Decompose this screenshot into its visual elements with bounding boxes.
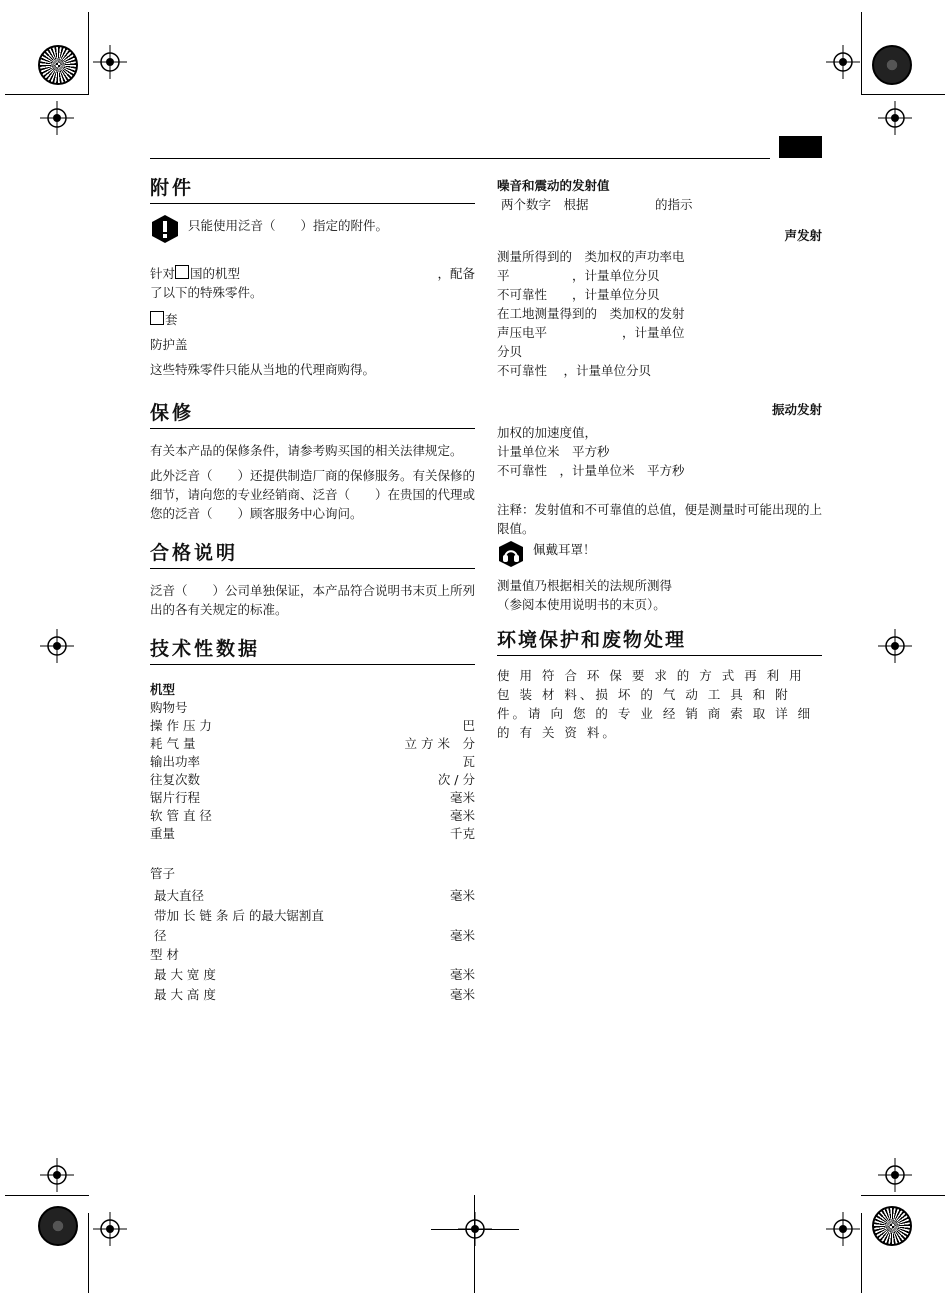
special-parts-equipped: ，配备 <box>437 266 475 281</box>
table-row: 最 大 高 度 毫米 <box>150 987 475 1002</box>
tech-table <box>150 699 475 1004</box>
ear-protection <box>497 540 822 568</box>
list-item: 不可靠性 ，计量单位分贝 <box>497 363 651 378</box>
list-item: 在工地测量得到的 类加权的发射 <box>497 306 685 321</box>
registration-mark-icon <box>93 1212 127 1246</box>
accessories-note-text: 只能使用泛音（ ）指定的附件。 <box>188 218 389 233</box>
list-item: 计量单位米 平方秒 <box>497 444 610 459</box>
tech-data-heading: 技术性数据 <box>150 637 475 665</box>
starburst-rosette-icon <box>872 1206 912 1246</box>
warning-exclamation-icon <box>150 214 180 244</box>
sound-emission-list <box>497 247 822 380</box>
special-parts-line <box>150 264 475 283</box>
crop-mark <box>861 1195 945 1196</box>
registration-mark-icon <box>40 629 74 663</box>
list-item: 不可靠性 ，计量单位分贝 <box>497 287 660 302</box>
checkbox-icon <box>150 311 164 325</box>
table-row: 输出功率 瓦 <box>150 754 475 769</box>
table-row: 往复次数 次 / 分 <box>150 772 475 787</box>
crop-mark <box>88 12 89 94</box>
starburst-rosette-icon <box>38 45 78 85</box>
profile-label: 型 材 <box>150 947 179 962</box>
table-row: 操 作 压 力 巴 <box>150 718 475 733</box>
table-row: 径 毫米 <box>150 928 475 943</box>
crop-mark <box>861 12 862 94</box>
special-parts-text: 针对 国的机型 <box>150 266 241 281</box>
registration-mark-icon <box>878 629 912 663</box>
right-column <box>497 176 822 742</box>
left-column <box>150 176 475 1004</box>
crop-mark <box>431 1229 519 1230</box>
registration-mark-icon <box>826 1212 860 1246</box>
pipe-chain-label: 带加 长 链 条 后 的最大锯割直 <box>150 908 324 923</box>
conformity-p1: 泛音（ ）公司单独保证，本产品符合说明书末页上所列出的各有关规定的标准。 <box>150 583 476 617</box>
table-row: 最 大 宽 度 毫米 <box>150 967 475 982</box>
conformity-heading: 合格说明 <box>150 541 475 569</box>
header-rule <box>150 158 770 159</box>
crop-mark <box>88 1213 89 1293</box>
ear-protection-icon <box>497 540 525 568</box>
warranty-p1: 有关本产品的保修条件，请参考购买国的相关法律规定。 <box>150 443 463 458</box>
measurement-note-1: 测量值乃根据相关的法规所测得 <box>497 578 673 593</box>
registration-mark-icon <box>878 1158 912 1192</box>
list-item: 声压电平 ，计量单位 <box>497 325 685 340</box>
sound-emission-heading: 声发射 <box>784 228 822 243</box>
table-row: 锯片行程 毫米 <box>150 790 475 805</box>
language-tab <box>779 136 822 158</box>
measurement-note-2: （参阅本使用说明书的末页）。 <box>497 597 666 612</box>
crop-mark <box>861 94 945 95</box>
vibration-emission-list <box>497 423 822 480</box>
accessories-note <box>150 214 475 244</box>
pipe-label: 管子 <box>150 866 176 881</box>
table-row: 购物号 <box>150 700 188 715</box>
guard-item: 防护盖 <box>150 337 188 352</box>
registration-mark-icon <box>40 101 74 135</box>
emission-subheading: 两个数字 根据 的指示 <box>497 197 693 212</box>
table-row: 耗 气 量 立 方 米 分 <box>150 736 475 751</box>
registration-mark-icon <box>40 1158 74 1192</box>
set-item: 套 <box>150 310 475 329</box>
model-label: 机型 <box>150 682 176 697</box>
registration-mark-icon <box>93 45 127 79</box>
list-item: 平 ，计量单位分贝 <box>497 268 660 283</box>
crop-mark <box>474 1195 475 1293</box>
warranty-heading: 保修 <box>150 401 475 429</box>
emission-note: 注释：发射值和不可靠值的总值，便是测量时可能出现的上限值。 <box>497 502 823 536</box>
table-row: 软 管 直 径 毫米 <box>150 808 475 823</box>
accessories-heading: 附件 <box>150 176 475 204</box>
crop-mark <box>5 94 89 95</box>
emission-heading: 噪音和震动的发射值 <box>497 178 610 193</box>
list-item: 测量所得到的 类加权的声功率电 <box>497 249 685 264</box>
list-item: 分贝 <box>497 344 523 359</box>
vibration-emission-heading: 振动发射 <box>771 402 822 417</box>
registration-mark-icon <box>826 45 860 79</box>
table-row: 最大直径 毫米 <box>150 888 475 903</box>
crop-mark <box>5 1195 89 1196</box>
list-item: 不可靠性 ，计量单位米 平方秒 <box>497 463 685 478</box>
environment-text: 使 用 符 合 环 保 要 求 的 方 式 再 利 用 包 装 材 料、损 坏 的 气 动 工 具 和 附 件。请 向 您 的 专 业 经 销 商 索 取 详 细 的 有 关 资 料。 <box>497 668 814 740</box>
environment-heading: 环境保护和废物处理 <box>497 628 822 656</box>
list-item: 加权的加速度值， <box>497 425 598 440</box>
warranty-p2: 此外泛音（ ）还提供制造厂商的保修服务。有关保修的细节，请向您的专业经销商、泛音（ ）在贵国的代理或您的泛音（ ）顾客服务中心询问。 <box>150 468 476 521</box>
checkbox-icon <box>175 265 189 279</box>
ear-protection-text: 佩戴耳罩！ <box>533 542 596 557</box>
special-parts-line-2: 了以下的特殊零件。 <box>150 285 263 300</box>
registration-mark-icon <box>878 101 912 135</box>
halftone-rosette-icon <box>38 1206 78 1246</box>
halftone-rosette-icon <box>872 45 912 85</box>
table-row: 重量 千克 <box>150 826 475 841</box>
dealer-note: 这些特殊零件只能从当地的代理商购得。 <box>150 362 376 377</box>
crop-mark <box>861 1213 862 1293</box>
